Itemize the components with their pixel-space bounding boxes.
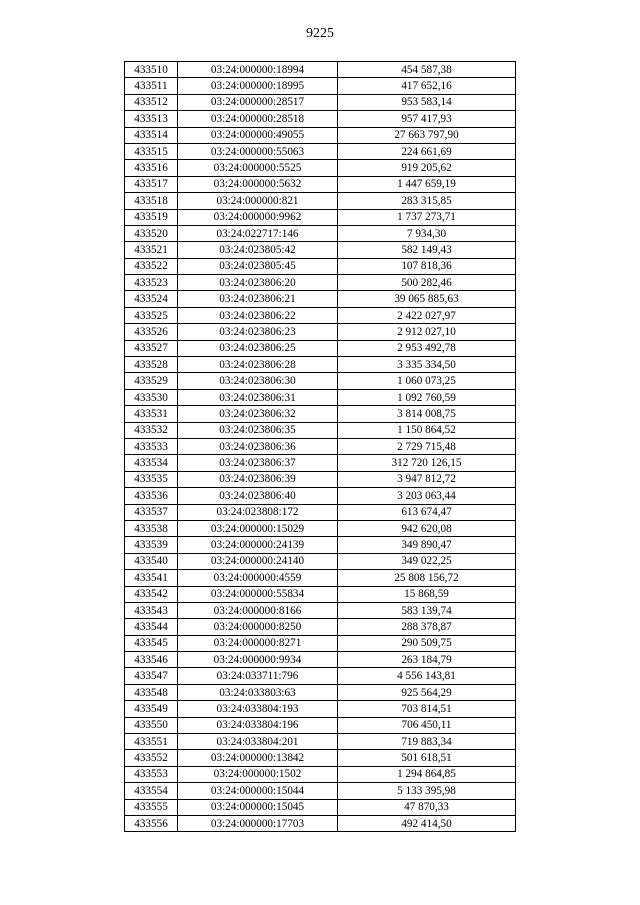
table-row [125, 504, 516, 520]
cadastral-value-cell: 288 378,87 [338, 619, 516, 635]
cadastral-number-cell: 03:24:000000:28518 [178, 111, 338, 127]
table-row [125, 291, 516, 307]
row-number-cell: 433541 [125, 570, 178, 586]
cadastral-number-cell: 03:24:000000:18994 [178, 62, 338, 78]
cadastral-value-cell: 582 149,43 [338, 242, 516, 258]
cadastral-number-cell: 03:24:023808:172 [178, 504, 338, 520]
cadastral-number-cell: 03:24:023806:25 [178, 340, 338, 356]
table-row [125, 520, 516, 536]
cadastral-number-cell: 03:24:000000:15044 [178, 783, 338, 799]
cadastral-value-cell: 47 870,33 [338, 799, 516, 815]
row-number-cell: 433521 [125, 242, 178, 258]
table-row [125, 62, 516, 78]
row-number-cell: 433539 [125, 537, 178, 553]
row-number-cell: 433553 [125, 766, 178, 782]
cadastral-value-cell: 3 203 063,44 [338, 488, 516, 504]
table-row [125, 275, 516, 291]
row-number-cell: 433537 [125, 504, 178, 520]
cadastral-number-cell: 03:24:000000:18995 [178, 78, 338, 94]
table-row [125, 701, 516, 717]
cadastral-number-cell: 03:24:000000:24139 [178, 537, 338, 553]
cadastral-value-cell: 1 060 073,25 [338, 373, 516, 389]
cadastral-number-cell: 03:24:000000:13842 [178, 750, 338, 766]
cadastral-number-cell: 03:24:000000:55063 [178, 143, 338, 159]
row-number-cell: 433545 [125, 635, 178, 651]
cadastral-value-cell: 290 509,75 [338, 635, 516, 651]
row-number-cell: 433542 [125, 586, 178, 602]
row-number-cell: 433520 [125, 225, 178, 241]
cadastral-number-cell: 03:24:000000:8271 [178, 635, 338, 651]
row-number-cell: 433538 [125, 520, 178, 536]
cadastral-number-cell: 03:24:023805:42 [178, 242, 338, 258]
row-number-cell: 433525 [125, 307, 178, 323]
cadastral-value-cell: 957 417,93 [338, 111, 516, 127]
cadastral-number-cell: 03:24:033711:796 [178, 668, 338, 684]
cadastral-value-table [124, 61, 516, 832]
cadastral-value-cell: 719 883,34 [338, 734, 516, 750]
row-number-cell: 433552 [125, 750, 178, 766]
row-number-cell: 433517 [125, 176, 178, 192]
cadastral-number-cell: 03:24:000000:5525 [178, 160, 338, 176]
table-row [125, 94, 516, 110]
table-row [125, 815, 516, 831]
row-number-cell: 433515 [125, 143, 178, 159]
cadastral-value-cell: 1 294 864,85 [338, 766, 516, 782]
cadastral-number-cell: 03:24:022717:146 [178, 225, 338, 241]
table-row [125, 160, 516, 176]
table-row [125, 619, 516, 635]
row-number-cell: 433533 [125, 438, 178, 454]
cadastral-value-cell: 3 814 008,75 [338, 406, 516, 422]
cadastral-value-cell: 2 729 715,48 [338, 438, 516, 454]
cadastral-number-cell: 03:24:000000:24140 [178, 553, 338, 569]
row-number-cell: 433548 [125, 684, 178, 700]
cadastral-value-cell: 7 934,30 [338, 225, 516, 241]
row-number-cell: 433546 [125, 652, 178, 668]
row-number-cell: 433531 [125, 406, 178, 422]
cadastral-number-cell: 03:24:000000:9934 [178, 652, 338, 668]
table-row [125, 307, 516, 323]
table-row [125, 766, 516, 782]
row-number-cell: 433526 [125, 324, 178, 340]
cadastral-number-cell: 03:24:000000:9962 [178, 209, 338, 225]
table-row [125, 717, 516, 733]
cadastral-number-cell: 03:24:023806:36 [178, 438, 338, 454]
cadastral-number-cell: 03:24:000000:4559 [178, 570, 338, 586]
cadastral-value-cell: 2 912 027,10 [338, 324, 516, 340]
table-body [125, 62, 516, 832]
cadastral-number-cell: 03:24:000000:821 [178, 193, 338, 209]
cadastral-value-cell: 3 947 812,72 [338, 471, 516, 487]
cadastral-number-cell: 03:24:023806:23 [178, 324, 338, 340]
cadastral-value-cell: 703 814,51 [338, 701, 516, 717]
cadastral-value-cell: 1 447 659,19 [338, 176, 516, 192]
table-row [125, 668, 516, 684]
cadastral-number-cell: 03:24:023806:40 [178, 488, 338, 504]
row-number-cell: 433532 [125, 422, 178, 438]
cadastral-number-cell: 03:24:000000:8166 [178, 602, 338, 618]
cadastral-value-cell: 925 564,29 [338, 684, 516, 700]
table-row [125, 78, 516, 94]
table-row [125, 127, 516, 143]
table-row [125, 389, 516, 405]
row-number-cell: 433523 [125, 275, 178, 291]
cadastral-number-cell: 03:24:023806:20 [178, 275, 338, 291]
cadastral-value-cell: 1 092 760,59 [338, 389, 516, 405]
row-number-cell: 433527 [125, 340, 178, 356]
table-row [125, 455, 516, 471]
cadastral-value-cell: 349 890,47 [338, 537, 516, 553]
cadastral-number-cell: 03:24:000000:55834 [178, 586, 338, 602]
row-number-cell: 433534 [125, 455, 178, 471]
cadastral-value-cell: 3 335 334,50 [338, 357, 516, 373]
cadastral-value-cell: 27 663 797,90 [338, 127, 516, 143]
cadastral-value-cell: 39 065 885,63 [338, 291, 516, 307]
cadastral-value-cell: 263 184,79 [338, 652, 516, 668]
cadastral-value-cell: 583 139,74 [338, 602, 516, 618]
row-number-cell: 433540 [125, 553, 178, 569]
row-number-cell: 433524 [125, 291, 178, 307]
row-number-cell: 433512 [125, 94, 178, 110]
cadastral-number-cell: 03:24:000000:1502 [178, 766, 338, 782]
row-number-cell: 433529 [125, 373, 178, 389]
table-row [125, 799, 516, 815]
row-number-cell: 433530 [125, 389, 178, 405]
row-number-cell: 433544 [125, 619, 178, 635]
table-row [125, 422, 516, 438]
cadastral-value-cell: 501 618,51 [338, 750, 516, 766]
row-number-cell: 433519 [125, 209, 178, 225]
table-row [125, 553, 516, 569]
row-number-cell: 433547 [125, 668, 178, 684]
cadastral-value-cell: 283 315,85 [338, 193, 516, 209]
cadastral-value-cell: 4 556 143,81 [338, 668, 516, 684]
cadastral-value-cell: 224 661,69 [338, 143, 516, 159]
row-number-cell: 433535 [125, 471, 178, 487]
table-row [125, 438, 516, 454]
cadastral-value-cell: 613 674,47 [338, 504, 516, 520]
cadastral-number-cell: 03:24:033803:63 [178, 684, 338, 700]
page-number: 9225 [306, 26, 334, 41]
cadastral-value-cell: 454 587,38 [338, 62, 516, 78]
table-row [125, 225, 516, 241]
row-number-cell: 433536 [125, 488, 178, 504]
row-number-cell: 433555 [125, 799, 178, 815]
table-row [125, 209, 516, 225]
table-row [125, 750, 516, 766]
row-number-cell: 433549 [125, 701, 178, 717]
cadastral-number-cell: 03:24:000000:15045 [178, 799, 338, 815]
cadastral-value-cell: 5 133 395,98 [338, 783, 516, 799]
cadastral-number-cell: 03:24:000000:28517 [178, 94, 338, 110]
cadastral-value-cell: 312 720 126,15 [338, 455, 516, 471]
table-row [125, 242, 516, 258]
cadastral-number-cell: 03:24:000000:49055 [178, 127, 338, 143]
cadastral-number-cell: 03:24:023806:30 [178, 373, 338, 389]
cadastral-number-cell: 03:24:023806:31 [178, 389, 338, 405]
row-number-cell: 433522 [125, 258, 178, 274]
table-row [125, 488, 516, 504]
cadastral-number-cell: 03:24:000000:17703 [178, 815, 338, 831]
table-row [125, 193, 516, 209]
table-row [125, 783, 516, 799]
cadastral-number-cell: 03:24:023806:32 [178, 406, 338, 422]
cadastral-value-cell: 492 414,50 [338, 815, 516, 831]
cadastral-number-cell: 03:24:023806:35 [178, 422, 338, 438]
table-row [125, 602, 516, 618]
table-row [125, 734, 516, 750]
cadastral-value-cell: 349 022,25 [338, 553, 516, 569]
table-row [125, 635, 516, 651]
cadastral-number-cell: 03:24:023806:37 [178, 455, 338, 471]
row-number-cell: 433514 [125, 127, 178, 143]
cadastral-number-cell: 03:24:000000:15029 [178, 520, 338, 536]
row-number-cell: 433518 [125, 193, 178, 209]
cadastral-value-cell: 1 737 273,71 [338, 209, 516, 225]
row-number-cell: 433510 [125, 62, 178, 78]
cadastral-number-cell: 03:24:023806:39 [178, 471, 338, 487]
cadastral-value-cell: 953 583,14 [338, 94, 516, 110]
cadastral-number-cell: 03:24:023806:22 [178, 307, 338, 323]
cadastral-value-cell: 2 953 492,78 [338, 340, 516, 356]
table-row [125, 176, 516, 192]
cadastral-value-cell: 500 282,46 [338, 275, 516, 291]
row-number-cell: 433513 [125, 111, 178, 127]
table-row [125, 143, 516, 159]
row-number-cell: 433550 [125, 717, 178, 733]
cadastral-number-cell: 03:24:033804:201 [178, 734, 338, 750]
cadastral-value-cell: 2 422 027,97 [338, 307, 516, 323]
row-number-cell: 433543 [125, 602, 178, 618]
cadastral-number-cell: 03:24:033804:193 [178, 701, 338, 717]
row-number-cell: 433551 [125, 734, 178, 750]
table-row [125, 340, 516, 356]
cadastral-value-cell: 919 205,62 [338, 160, 516, 176]
table-row [125, 373, 516, 389]
cadastral-number-cell: 03:24:033804:196 [178, 717, 338, 733]
table-row [125, 586, 516, 602]
row-number-cell: 433556 [125, 815, 178, 831]
cadastral-number-cell: 03:24:000000:8250 [178, 619, 338, 635]
table-row [125, 357, 516, 373]
table-row [125, 537, 516, 553]
table-row [125, 258, 516, 274]
cadastral-value-cell: 25 808 156,72 [338, 570, 516, 586]
cadastral-value-cell: 942 620,08 [338, 520, 516, 536]
row-number-cell: 433516 [125, 160, 178, 176]
cadastral-value-cell: 15 868,59 [338, 586, 516, 602]
table-row [125, 111, 516, 127]
cadastral-value-cell: 107 818,36 [338, 258, 516, 274]
table-row [125, 652, 516, 668]
cadastral-value-cell: 706 450,11 [338, 717, 516, 733]
cadastral-value-cell: 1 150 864,52 [338, 422, 516, 438]
row-number-cell: 433554 [125, 783, 178, 799]
cadastral-number-cell: 03:24:000000:5632 [178, 176, 338, 192]
table-row [125, 471, 516, 487]
cadastral-number-cell: 03:24:023806:21 [178, 291, 338, 307]
row-number-cell: 433511 [125, 78, 178, 94]
table-row [125, 406, 516, 422]
cadastral-value-cell: 417 652,16 [338, 78, 516, 94]
table-row [125, 324, 516, 340]
row-number-cell: 433528 [125, 357, 178, 373]
cadastral-number-cell: 03:24:023805:45 [178, 258, 338, 274]
cadastral-number-cell: 03:24:023806:28 [178, 357, 338, 373]
table-row [125, 684, 516, 700]
table-row [125, 570, 516, 586]
